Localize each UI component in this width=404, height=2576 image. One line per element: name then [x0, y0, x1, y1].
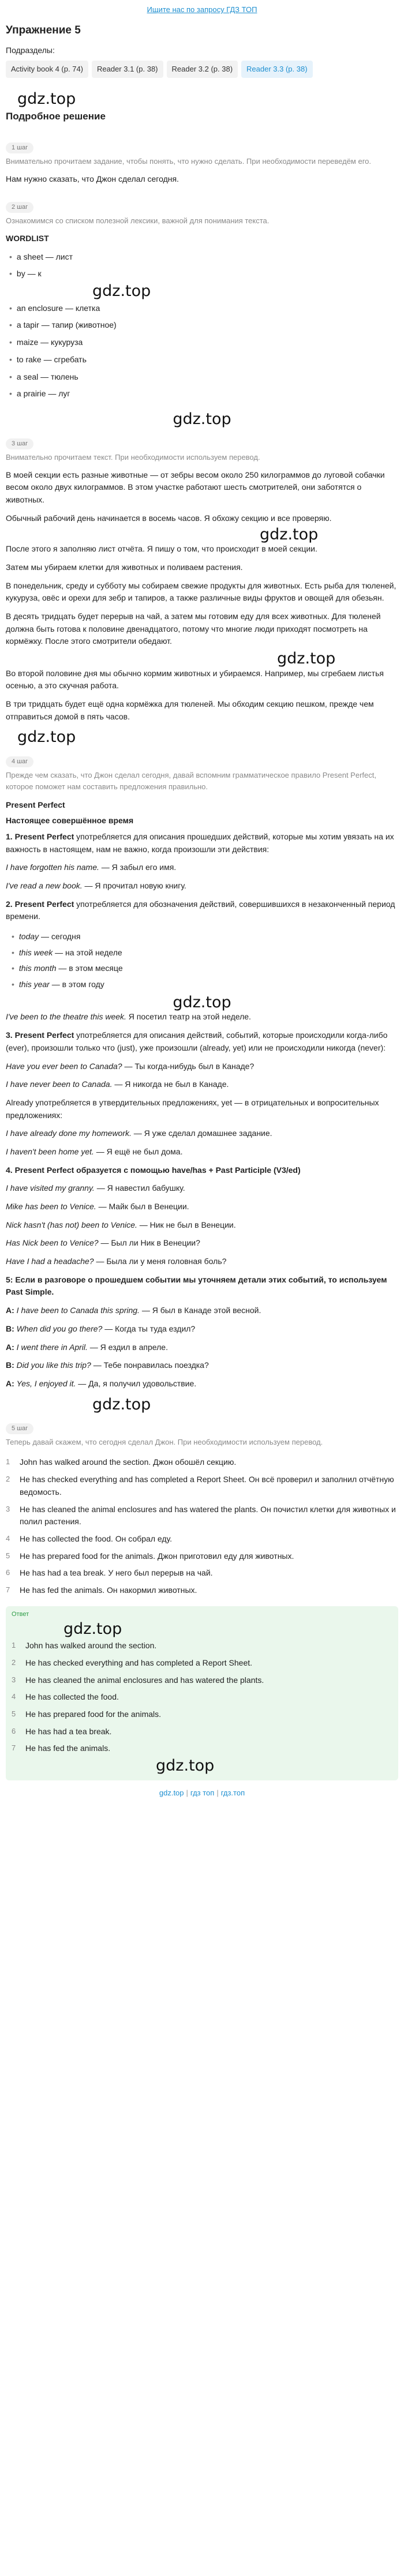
item-text: He has fed the animals. — [25, 1743, 111, 1753]
example-en: Have you ever been to Canada? — [6, 1061, 122, 1071]
example-en: I have visited my granny. — [6, 1183, 95, 1193]
item-number: 7 — [12, 1743, 16, 1753]
watermark: gdz.top — [173, 410, 231, 428]
step-hint: Внимательно прочитаем задание, чтобы понять, что нужно сделать. При необходимости переведём его. — [6, 157, 371, 166]
footer — [6, 1787, 398, 1799]
example-ru: — Я ещё не был дома. — [93, 1146, 183, 1156]
example — [6, 861, 398, 874]
example-en: Has Nick been to Venice? — [6, 1238, 99, 1248]
dialogue-en: Yes, I enjoyed it. — [16, 1378, 76, 1388]
item-number: 2 — [6, 1475, 10, 1484]
dialogue-line — [6, 1341, 398, 1354]
list-item: • maize — кукуруза — [6, 334, 398, 351]
item-text: He has checked everything and has completed a Report Sheet. — [25, 1658, 253, 1668]
wordlist — [6, 249, 398, 283]
rule-num: 2. — [6, 899, 13, 909]
list-item — [6, 1531, 398, 1548]
item-text: He has prepared food for the animals. — [25, 1709, 162, 1719]
step-hint: Ознакомимся со списком полезной лексики, важной для понимания текста. — [6, 216, 270, 225]
footer-separator: | — [216, 1788, 219, 1797]
list-item: • a sheet — лист — [6, 249, 398, 266]
rule-term: Present Perfect — [14, 1030, 74, 1040]
rule-text: употребляется для описания действий, событий, которые происходили когда-либо (ever), произошли только что (just), уже произошли (already, yet) или не происходили никогда (never): — [6, 1030, 388, 1052]
rule-num: 4. — [6, 1165, 13, 1175]
item-text: He has had a tea break. У него был перерыв на чай. — [20, 1568, 213, 1578]
watermark: gdz.top — [156, 1757, 215, 1775]
example — [6, 1146, 398, 1158]
subsection-tabs — [6, 61, 398, 78]
dialogue-ru: — Я был в Канаде этой весной. — [139, 1306, 261, 1315]
watermark: gdz.top — [63, 1619, 122, 1638]
step-hint: Теперь давай скажем, что сегодня сделал Джон. При необходимости используем перевод. — [6, 1438, 323, 1447]
footer-link[interactable]: гдз.топ — [220, 1788, 245, 1797]
item-text: He has checked everything and has completed a Report Sheet. Он всё проверил и заполнил отчётную ведомость. — [20, 1475, 394, 1497]
paragraph: В десять тридцать будет перерыв на чай, а затем мы готовим еду для всех животных. Для тюленей должна быть готова к половине двенадцатого, потому что многие люди приходят посмотреть на кормёжку. После этого смотрители обедают. — [6, 611, 381, 646]
item-text: He has cleaned the animal enclosures and has watered the plants. — [25, 1675, 264, 1685]
speaker: B: — [6, 1360, 14, 1370]
item-number: 5 — [6, 1551, 10, 1560]
answer-label: Ответ — [12, 1610, 29, 1618]
paragraph: После этого я заполняю лист отчёта. Я пишу о том, что происходит в моей секции. — [6, 544, 317, 554]
top-banner — [6, 0, 398, 22]
list-item: • an enclosure — клетка — [6, 300, 398, 317]
item-text: John has walked around the section. Джон обошёл секцию. — [20, 1457, 237, 1467]
list-item — [6, 945, 398, 961]
footer-link[interactable]: гдз топ — [190, 1788, 215, 1797]
marker-ru: — в этом месяце — [56, 963, 123, 973]
watermark: gdz.top — [260, 525, 319, 543]
marker-ru: — в этом году — [49, 980, 104, 989]
item-text: He has had a tea break. — [25, 1726, 112, 1736]
paragraph: Во второй половине дня мы обычно кормим животных и убираемся. Например, мы сгребаем листья осенью, а это скучная работа. — [6, 668, 384, 691]
dialogue-en: I have been to Canada this spring. — [16, 1306, 140, 1315]
list-item — [6, 1548, 398, 1565]
rule-num: 3. — [6, 1030, 13, 1040]
list-item: • a tapir — тапир (животное) — [6, 317, 398, 334]
item-text: He has fed the animals. Он накормил животных. — [20, 1585, 197, 1595]
example — [6, 1127, 398, 1140]
item-number: 4 — [12, 1692, 16, 1701]
speaker: A: — [6, 1378, 14, 1388]
footer-link[interactable]: gdz.top — [159, 1788, 184, 1797]
list-item — [6, 961, 398, 977]
speaker: A: — [6, 1306, 14, 1315]
rule-note: Already употребляется в утвердительных предложениях, yet — в отрицательных и вопросительных предложениях: — [6, 1097, 379, 1120]
dialogue-en: Did you like this trip? — [16, 1360, 91, 1370]
dialogue-ru: — Да, я получил удовольствие. — [76, 1378, 197, 1388]
footer-separator: | — [186, 1788, 188, 1797]
step-badge: 3 шаг — [6, 438, 33, 449]
list-item — [12, 1689, 392, 1706]
list-item — [6, 1582, 398, 1599]
rule-text: употребляется для обозначения действий, совершившихся в незаконченный период времени. — [6, 899, 395, 921]
dialogue-ru: — Когда ты туда ездил? — [102, 1323, 196, 1333]
example-en: Mike has been to Venice. — [6, 1202, 96, 1211]
example — [6, 1060, 398, 1073]
item-number: 1 — [6, 1457, 10, 1467]
dialogue-line — [6, 1359, 398, 1372]
watermark: gdz.top — [17, 89, 76, 108]
example-en: I've been to the theatre this week. — [6, 1012, 126, 1022]
pp-subtitle: Настоящее совершённое время — [6, 816, 134, 826]
rule-4 — [6, 1164, 398, 1177]
paragraph: В моей секции есть разные животные — от зебры весом около 250 килограммов до луговой собачки весом около двух килограммов. В этом участке работают шесть смотрителей, они заботятся о животных. — [6, 470, 385, 505]
dialogue-line — [6, 1304, 398, 1317]
example-ru: — Я навестил бабушку. — [94, 1183, 185, 1193]
rule-term: Present Perfect — [14, 831, 74, 841]
example — [6, 1011, 398, 1023]
list-item: • to rake — сгребать — [6, 351, 398, 369]
dialogue-en: When did you go there? — [16, 1323, 103, 1333]
example-ru: — Я забыл его имя. — [99, 863, 177, 872]
paragraph: В три тридцать будет ещё одна кормёжка для тюленей. Мы обходим секцию пешком, прежде чем отправиться домой в пять часов. — [6, 699, 374, 721]
list-item — [6, 929, 398, 945]
item-number: 5 — [12, 1709, 16, 1719]
list-item — [6, 1565, 398, 1582]
tab-reader-3-2[interactable]: Reader 3.2 (p. 38) — [167, 61, 238, 78]
tab-reader-3-1[interactable]: Reader 3.1 (p. 38) — [92, 61, 163, 78]
top-banner-link[interactable]: Ищите нас по запросу ГДЗ ТОП — [147, 5, 257, 14]
subsections-label: Подразделы: — [6, 46, 55, 55]
item-text: He has prepared food for the animals. Джон приготовил еду для животных. — [20, 1551, 294, 1561]
item-number: 2 — [12, 1658, 16, 1667]
step-badge: 4 шаг — [6, 756, 33, 767]
rule-3 — [6, 1029, 398, 1054]
rule-term: Present Perfect — [14, 899, 74, 909]
marker-en: this week — [18, 947, 53, 957]
exercise-title: Упражнение 5 — [6, 24, 81, 36]
paragraph: В понедельник, среду и субботу мы собираем свежие продукты для животных. Есть рыба для тюленей, кукуруза, овёс и орехи для зебр и тапиров, а также различные виды фруктов и овощей для обезьян. — [6, 580, 396, 603]
solution-title: Подробное решение — [6, 110, 106, 122]
example-ru: — Я прочитал новую книгу. — [82, 880, 186, 890]
list-item — [12, 1672, 392, 1689]
step-hint: Внимательно прочитаем текст. При необходимости используем перевод. — [6, 452, 260, 462]
example-ru: — Я никогда не был в Канаде. — [112, 1079, 229, 1089]
marker-ru: — на этой неделе — [53, 947, 122, 957]
watermark: gdz.top — [17, 728, 76, 747]
marker-en: this year — [18, 980, 50, 989]
item-number: 7 — [6, 1585, 10, 1594]
example-ru: — Я уже сделал домашнее задание. — [131, 1128, 272, 1138]
pp-title: Present Perfect — [6, 800, 65, 809]
dialogue-line — [6, 1323, 398, 1336]
step-badge: 5 шаг — [6, 1423, 33, 1434]
list-item — [12, 1637, 392, 1655]
step-text: Нам нужно сказать, что Джон сделал сегодня. — [6, 174, 179, 184]
answer-box — [6, 1606, 398, 1780]
rule-num: 1. — [6, 831, 13, 841]
rule-text: 5: Если в разговоре о прошедшем событии мы уточняем детали этих событий, то используем Past Simple. — [6, 1274, 387, 1297]
example-en: Have I had a headache? — [6, 1257, 94, 1266]
rule-5 — [6, 1274, 398, 1299]
example — [6, 1237, 398, 1250]
item-number: 3 — [12, 1675, 16, 1684]
example-ru: — Был ли Ник в Венеции? — [98, 1238, 200, 1248]
list-item: • by — к — [6, 265, 398, 283]
example-en: I have already done my homework. — [6, 1128, 132, 1138]
list-item: • a prairie — луг — [6, 385, 398, 403]
item-number: 6 — [12, 1726, 16, 1735]
time-markers — [6, 929, 398, 993]
marker-en: today — [18, 932, 39, 941]
rule-1 — [6, 831, 398, 856]
example-en: I have never been to Canada. — [6, 1079, 113, 1089]
example-ru: — Майк был в Венеции. — [96, 1202, 189, 1211]
rule-text: употребляется для описания прошедших действий, которые мы хотим увязать на их важность в настоящем, нам не важно, когда произошли эти действия: — [6, 831, 394, 854]
watermark: gdz.top — [173, 993, 231, 1011]
example — [6, 1219, 398, 1232]
rule-text: Present Perfect образуется с помощью have/has + Past Participle (V3/ed) — [14, 1165, 301, 1175]
marker-en: this month — [18, 963, 57, 973]
item-number: 4 — [6, 1533, 10, 1543]
example — [6, 880, 398, 893]
list-item — [6, 1501, 398, 1531]
watermark: gdz.top — [277, 650, 336, 668]
tab-reader-3-3[interactable]: Reader 3.3 (p. 38) — [241, 61, 313, 78]
example-en: I've read a new book. — [6, 880, 83, 890]
dialogue-line — [6, 1378, 398, 1390]
rule-2 — [6, 898, 398, 923]
item-number: 1 — [12, 1641, 16, 1650]
speaker: B: — [6, 1323, 14, 1333]
example-en: I have forgotten his name. — [6, 863, 99, 872]
list-item — [6, 977, 398, 993]
list-item — [12, 1706, 392, 1723]
example-ru: — Была ли у меня головная боль? — [93, 1257, 227, 1266]
list-item — [12, 1723, 392, 1741]
example-en: I haven't been home yet. — [6, 1146, 94, 1156]
item-text: John has walked around the section. — [25, 1641, 157, 1651]
example — [6, 1201, 398, 1213]
list-item — [6, 1471, 398, 1501]
item-text: He has collected the food. — [25, 1692, 119, 1702]
speaker: A: — [6, 1342, 14, 1352]
item-number: 6 — [6, 1568, 10, 1577]
step-badge: 2 шаг — [6, 202, 33, 213]
list-item — [12, 1655, 392, 1672]
answer-list — [12, 1637, 392, 1757]
wordlist — [6, 300, 398, 403]
list-item — [6, 1454, 398, 1471]
paragraph: Обычный рабочий день начинается в восемь часов. Я обхожу секцию и все проверяю. — [6, 513, 332, 523]
dialogue-ru: — Тебе понравилась поездка? — [91, 1360, 209, 1370]
item-text: He has cleaned the animal enclosures and has watered the plants. Он почистил клетки для животных и полил растения. — [20, 1504, 396, 1527]
dialogue-ru: — Я ездил в апреле. — [87, 1342, 168, 1352]
example-en: Nick hasn't (has not) been to Venice. — [6, 1220, 137, 1229]
wordlist-title: WORDLIST — [6, 234, 49, 243]
step-hint: Прежде чем сказать, что Джон сделал сегодня, давай вспомним грамматическое правило Present Perfect, которое поможет нам составить предложения правильно. — [6, 771, 376, 792]
tab-activity-book[interactable]: Activity book 4 (p. 74) — [6, 61, 88, 78]
example — [6, 1182, 398, 1195]
paragraph: Затем мы убираем клетки для животных и поливаем растения. — [6, 562, 243, 572]
example-ru: — Ник не был в Венеции. — [137, 1220, 236, 1229]
watermark: gdz.top — [92, 1395, 151, 1413]
marker-ru: — сегодня — [39, 932, 81, 941]
item-number: 3 — [6, 1504, 10, 1513]
dialogue-en: I went there in April. — [16, 1342, 88, 1352]
list-item — [12, 1740, 392, 1757]
example-ru: — Ты когда-нибудь был в Канаде? — [122, 1061, 255, 1071]
example — [6, 1078, 398, 1091]
sentence-list — [6, 1454, 398, 1599]
example-ru: Я посетил театр на этой неделе. — [126, 1012, 251, 1022]
watermark: gdz.top — [92, 282, 151, 301]
example — [6, 1255, 398, 1268]
list-item: • a seal — тюлень — [6, 369, 398, 386]
item-text: He has collected the food. Он собрал еду. — [20, 1533, 173, 1543]
step-badge: 1 шаг — [6, 143, 33, 153]
